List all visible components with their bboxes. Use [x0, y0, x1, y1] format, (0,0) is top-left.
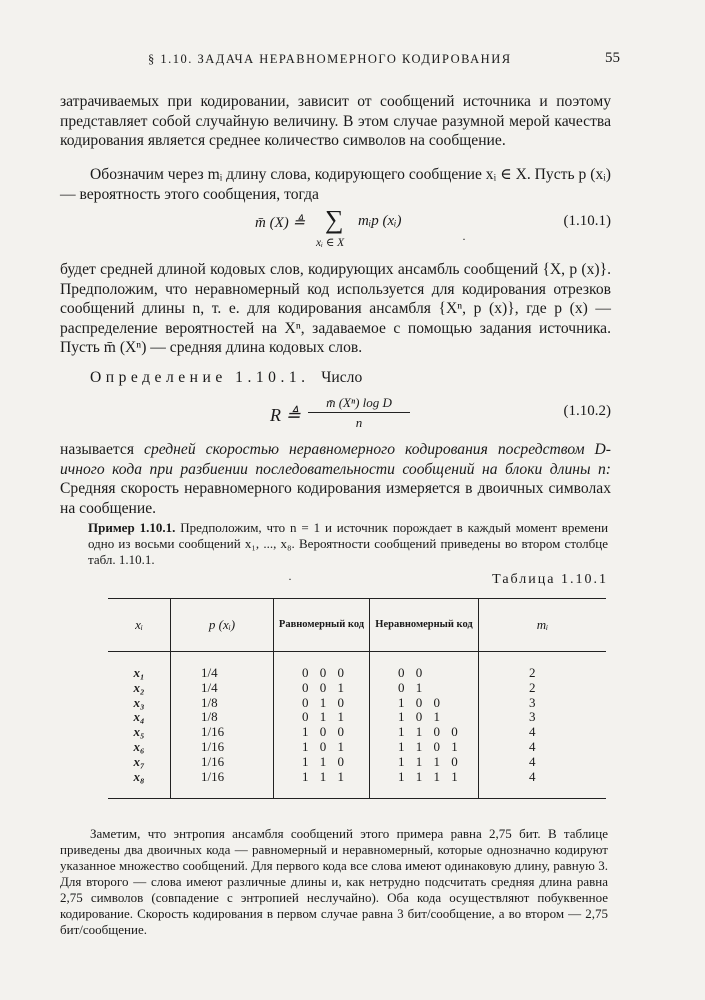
formula-1-number: (1.10.1) — [563, 213, 611, 229]
paragraph-3: будет средней длиной кодовых слов, кодирующих ансамбль сообщений {X, p (x)}. Предположим, что неравномерный код используется для кодирования отрезков сообщений длины n, т. е. для кодирования ансамбля {Xⁿ, p (x)}, где p (x) — распределение вероятностей на Xⁿ, задаваемое с помощью задания источника. Пусть m̄ (Xⁿ) — средняя длина кодовых слов. — [60, 261, 611, 356]
cell-p: 1/8 — [171, 710, 274, 725]
cell-p: 1/4 — [171, 666, 274, 681]
cell-m: 2 — [479, 666, 607, 681]
book-page: § 1.10. ЗАДАЧА НЕРАВНОМЕРНОГО КОДИРОВАНИЯ 55 затрачиваемых при кодировании, зависит от сообщений источника и поэтому представляет собой случайную величину. В этом случае разумной мерой качества кодирования является среднее количество символов на сообщение. Обозначим через mᵢ длину слова, кодирующего сообщение xᵢ ∈ X. Пусть p (xᵢ) — вероятность этого сообщения, тогда m̄ (X) ≜ ∑ xᵢ ∈ X mᵢp (xᵢ) (1.10.1) · будет средней длиной кодовых слов, кодирующих ансамбль сообщений {X, p (x)}. Предположим, что неравномерный код используется для кодирования отрезков сообщений длины n, т. е. для кодирования ансамбля {Xⁿ, p (x)}, где p (x) — распределение вероятностей на Xⁿ, задаваемое с помощью задания источника. Пусть m̄ (Xⁿ) — средняя длина кодовых слов. Определение 1.10.1. Число R ≜ m̄ (Xⁿ) log D n (1.10.2) называется средней скоростью неравномерного кодирования посредством D-ичного кода при разбиении последовательности сообщений на блоки длины n: Средняя скорость неравномерного кодирования измеряется в двоичных символах на сообщение. Пример 1.10.1. Предположим, что n = 1 и источник порождает в каждый момент времени одно из восьми сообщений x₁, ..., x₈. Вероятности сообщений приведены во втором столбце табл. 1.10.1. · Таблица 1.10.1 xᵢ p (xᵢ) Равномерный код Неравномерный код mᵢ x₁ 1/4 0 0 0 0 0 2 x₂ 1/4 0 0 1 0 1 2 x₃ 1/8 0 1 0 1 0 0 3 x₄ 1/8 0 1 1 1 0 1 3 x₅ 1/16 1 0 0 1 1 0 0 4 x₆ 1/16 1 0 1 1 1 0 1 4 x₇ 1/16 1 1 0 1 1 1 0 4 x₈ 1/16 1 1 1 1 1 1 1 4 Заметим, что энтропия ансамбля сообщений этого примера равна 2,75 бит. В таблице приведены два двоичных кода — равномерный и неравномерный, которые однозначно кодируют указанное множество сообщений. Для первого кода все слова имеют одинаковую длину, равную 3. Для второго — слова имеют различные длины и, как нетрудно подсчитать средняя длина равна 2,75 символов (совпадение с энтропией неслучайно). Оба кода осуществляют побуквенное кодирование. Скорость кодирования в первом случае равна 3 бит/сообщение, а во втором — 2,75 бит/сообщение. — [60, 50, 620, 937]
cell-nonuniform: 1 1 0 0 — [370, 725, 479, 740]
cell-x: x₃ — [133, 694, 145, 710]
cell-p: 1/16 — [171, 740, 274, 755]
table-caption: Таблица 1.10.1 — [492, 572, 608, 587]
cell-m: 4 — [479, 770, 607, 785]
header-mi: mᵢ — [479, 599, 607, 652]
formula-1-rhs: mᵢp (xᵢ) — [358, 213, 402, 229]
running-header — [60, 52, 620, 70]
formula-1-lhs: m̄ (X) ≜ — [255, 215, 306, 231]
formula-2-numerator: m̄ (Xⁿ) log D — [308, 395, 410, 413]
definition-label: Определение 1.10.1. — [90, 369, 310, 386]
cell-uniform: 1 0 1 — [274, 740, 370, 755]
cell-x: x₈ — [133, 768, 145, 784]
table-row — [108, 725, 606, 740]
cell-uniform: 1 1 0 — [274, 755, 370, 770]
cell-nonuniform: 0 1 — [370, 681, 479, 696]
cell-m: 4 — [479, 755, 607, 770]
header-xi: xᵢ — [108, 599, 171, 652]
cell-nonuniform: 1 1 1 0 — [370, 755, 479, 770]
definition-text: Число — [321, 369, 363, 386]
table-row — [108, 770, 606, 785]
table-row — [108, 666, 606, 681]
paragraph-5 — [60, 440, 611, 518]
cell-x: x₁ — [133, 665, 145, 680]
table-row — [108, 710, 606, 725]
header-nonuniform-code: Неравномерный код — [370, 599, 479, 652]
formula-1-sum-subscript: xᵢ ∈ X — [316, 237, 345, 249]
cell-x: x₇ — [133, 753, 145, 769]
code-table — [108, 598, 606, 799]
table-row — [108, 681, 606, 696]
cell-uniform: 1 1 1 — [274, 770, 370, 785]
section-title: § 1.10. ЗАДАЧА НЕРАВНОМЕРНОГО КОДИРОВАНИЯ — [148, 52, 512, 66]
cell-uniform: 0 0 1 — [274, 681, 370, 696]
cell-p: 1/8 — [171, 696, 274, 711]
cell-nonuniform: 1 1 1 1 — [370, 770, 479, 785]
definition-line — [60, 368, 611, 388]
table-row — [108, 755, 606, 770]
cell-m: 3 — [479, 710, 607, 725]
cell-x: x₆ — [133, 738, 145, 754]
cell-uniform: 0 1 0 — [274, 696, 370, 711]
example-paragraph — [88, 520, 608, 568]
formula-1-10-1 — [60, 205, 611, 255]
cell-nonuniform: 1 0 1 — [370, 710, 479, 725]
cell-x: x₄ — [133, 709, 145, 725]
cell-m: 2 — [479, 681, 607, 696]
paragraph-5-tail: Средняя скорость неравномерного кодирования измеряется в двоичных символах на сообщение. — [60, 480, 611, 517]
cell-m: 4 — [479, 740, 607, 755]
formula-1-10-2 — [60, 393, 611, 438]
formula-2-lhs: R ≜ — [270, 405, 301, 425]
cell-nonuniform: 1 1 0 1 — [370, 740, 479, 755]
example-label: Пример 1.10.1. — [88, 520, 176, 535]
cell-m: 4 — [479, 725, 607, 740]
cell-uniform: 0 1 1 — [274, 710, 370, 725]
formula-2-denominator: n — [355, 415, 363, 430]
cell-p: 1/16 — [171, 755, 274, 770]
table-header-row — [108, 599, 606, 652]
cell-nonuniform: 1 0 0 — [370, 696, 479, 711]
paragraph-1: затрачиваемых при кодировании, зависит от сообщений источника и поэтому представляет собой случайную величину. В этом случае разумной мерой качества кодирования является среднее количество символов на сообщение. — [60, 93, 611, 149]
paragraph-5-lead: называется — [60, 441, 135, 458]
paragraph-5-definition: средней скоростью неравномерного кодирования посредством D-ичного кода при разбиении последовательности сообщений на блоки длины n: — [60, 441, 611, 478]
table-row — [108, 740, 606, 755]
closing-note: Заметим, что энтропия ансамбля сообщений этого примера равна 2,75 бит. В таблице приведены два двоичных кода — равномерный и неравномерный, которые однозначно кодируют указанное множество сообщений. Для первого кода все слова имеют одинаковую длину, равную 3. Для второго — слова имеют различные длины и, как нетрудно подсчитать средняя длина равна 2,75 символов (совпадение с энтропией неслучайно). Оба кода осуществляют побуквенное кодирование. Скорость кодирования в первом случае равна 3 бит/сообщение, а во втором — 2,75 бит/сообщение. — [60, 826, 608, 937]
example-text: Предположим, что n = 1 и источник порождает в каждый момент времени одно из восьми сообщений x₁, ..., x₈. Вероятности сообщений приведены во втором столбце табл. 1.10.1. — [88, 520, 609, 567]
cell-m: 3 — [479, 696, 607, 711]
paragraph-2: Обозначим через mᵢ длину слова, кодирующего сообщение xᵢ ∈ X. Пусть p (xᵢ) — вероятность этого сообщения, тогда — [60, 166, 611, 203]
cell-uniform: 1 0 0 — [274, 725, 370, 740]
page-number: 55 — [605, 50, 620, 66]
formula-1-sum-sign: ∑ — [325, 205, 344, 234]
cell-p: 1/16 — [171, 725, 274, 740]
formula-2-number: (1.10.2) — [563, 403, 611, 419]
cell-p: 1/16 — [171, 770, 274, 785]
cell-uniform: 0 0 0 — [274, 666, 370, 681]
header-uniform-code: Равномерный код — [274, 599, 370, 652]
table-row — [108, 696, 606, 711]
cell-p: 1/4 — [171, 681, 274, 696]
cell-x: x₂ — [133, 679, 145, 695]
header-p: p (xᵢ) — [171, 599, 274, 652]
cell-nonuniform: 0 0 — [370, 666, 479, 681]
cell-x: x₅ — [133, 724, 145, 740]
